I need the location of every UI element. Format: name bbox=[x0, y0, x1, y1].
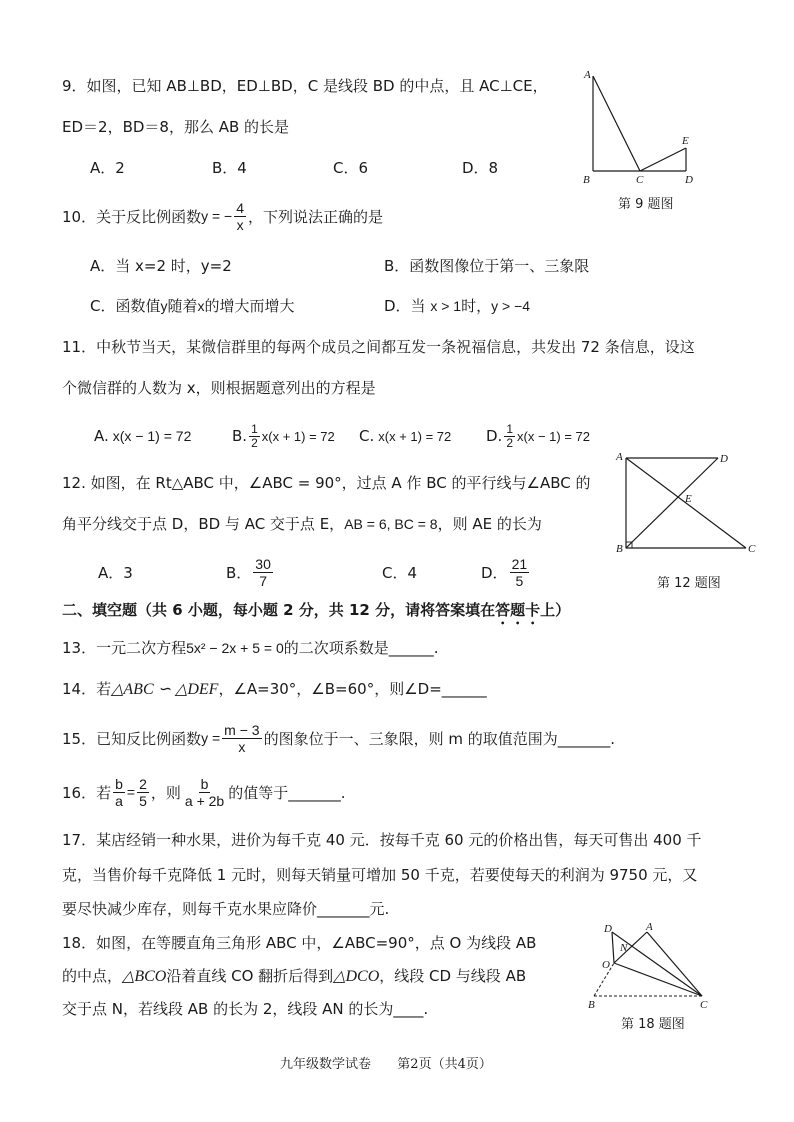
q12-line2-pre: 角平分线交于点 D，BD 与 AC 交于点 E， bbox=[62, 515, 345, 533]
q18-line1: 18．如图，在等腰直角三角形 ABC 中，∠ABC=90°，点 O 为线段 AB bbox=[62, 934, 537, 952]
q12-option-d bbox=[481, 550, 531, 594]
q11-option-a bbox=[94, 418, 191, 454]
q10-prefix: 10．关于反比例函数 bbox=[62, 207, 202, 226]
q11-option-d-label: D. bbox=[486, 427, 503, 445]
q18-label-a: A bbox=[646, 921, 653, 933]
q18-line3: 交于点 N，若线段 AB 的长为 2，线段 AN 的长为____. bbox=[62, 1000, 429, 1018]
q16-eq: = bbox=[126, 784, 136, 800]
q11-option-a-eq: x(x − 1) = 72 bbox=[112, 428, 192, 444]
footer bbox=[280, 1053, 492, 1072]
q17-line3: 要尽快减少库存，则每千克水果应降价_______元. bbox=[62, 900, 390, 918]
q12-option-d-frac bbox=[510, 556, 530, 589]
q12-option-b-num: 30 bbox=[255, 555, 271, 572]
q9-option-a: A．2 bbox=[90, 159, 125, 177]
q10-option-d bbox=[384, 296, 530, 316]
footer-title: 九年级数学试卷 bbox=[280, 1057, 372, 1072]
q9-option-c: C．6 bbox=[333, 159, 369, 177]
q14 bbox=[62, 679, 487, 700]
q9-line1: 9．如图，已知 AB⊥BD，ED⊥BD，C 是线段 BD 的中点，且 AC⊥CE， bbox=[62, 77, 548, 95]
q11-option-b-den: 2 bbox=[251, 435, 258, 450]
q12-label-c: C bbox=[748, 543, 756, 555]
q11-option-d-den: 2 bbox=[506, 435, 514, 450]
q16-frac1 bbox=[113, 776, 125, 809]
q16-pre: 16．若 bbox=[62, 783, 112, 802]
q11-option-a-label: A. bbox=[94, 427, 109, 445]
q12-option-b-den: 7 bbox=[259, 572, 267, 589]
q18-caption: 第 18 题图 bbox=[621, 1017, 685, 1032]
q18-label-c: C bbox=[700, 999, 708, 1011]
q15-num: m − 3 bbox=[224, 721, 260, 738]
q12-line2-math: AB = 6, BC = 8 bbox=[344, 516, 438, 532]
q16-frac3 bbox=[183, 776, 226, 809]
q9-caption: 第 9 题图 bbox=[618, 197, 674, 212]
q12-option-c: C．4 bbox=[382, 564, 418, 582]
q11-option-b bbox=[232, 418, 335, 454]
q15-lhs: y = bbox=[201, 730, 221, 746]
q11-option-b-label: B. bbox=[232, 427, 248, 445]
q10-func-lhs: y = − bbox=[201, 208, 233, 224]
q12-option-d-num: 21 bbox=[511, 555, 528, 572]
q11-line1: 11．中秋节当天，某微信群里的每两个成员之间都互发一条祝福信息，共发出 72 条信息，设这 bbox=[62, 338, 695, 356]
q12-label-b: B bbox=[616, 543, 623, 555]
q16-frac1-den: a bbox=[115, 792, 123, 809]
q10-option-d-res: y > −4 bbox=[491, 298, 531, 314]
q10-option-d-mid: 时， bbox=[461, 297, 492, 315]
q12-label-d: D bbox=[720, 453, 728, 465]
q12-option-a: A．3 bbox=[98, 564, 133, 582]
q12-figure bbox=[612, 446, 762, 562]
q11-option-c bbox=[359, 418, 451, 454]
q12-line2 bbox=[62, 514, 542, 534]
q15-den: x bbox=[238, 738, 246, 755]
q11-line2: 个微信群的人数为 x，则根据题意列出的方程是 bbox=[62, 379, 376, 397]
q13-pre: 13．一元二次方程 bbox=[62, 639, 187, 657]
q16-frac2-num: 2 bbox=[139, 775, 147, 792]
q11-option-c-label: C. bbox=[359, 427, 375, 445]
section2-heading bbox=[62, 600, 570, 628]
q11-option-d bbox=[486, 418, 590, 454]
q10-suffix: ，下列说法正确的是 bbox=[248, 207, 384, 226]
q16-frac2-den: 5 bbox=[139, 792, 147, 809]
q10-func-frac bbox=[234, 200, 246, 233]
q9-label-d: D bbox=[685, 174, 693, 186]
section2-emphasis: 答题卡 bbox=[495, 601, 541, 619]
q18-line2-post: ，线段 CD 与线段 AB bbox=[379, 967, 527, 985]
q9-label-a: A bbox=[584, 69, 591, 81]
q10-option-c-y: y bbox=[160, 298, 168, 314]
q9-figure bbox=[578, 66, 698, 190]
q16-frac1-num: b bbox=[115, 775, 123, 792]
q14-sim: △ABC ∽ △DEF bbox=[111, 681, 219, 698]
q18-label-d: D bbox=[604, 923, 612, 935]
q14-pre: 14．若 bbox=[62, 680, 112, 698]
q17-line1: 17．某店经销一种水果，进价为每千克 40 元．按每千克 60 元的价格出售，每天可售出 400 千 bbox=[62, 831, 702, 849]
section2-pre: 二、填空题（共 6 小题，每小题 2 分，共 12 分，请将答案填在 bbox=[62, 601, 496, 619]
q10-func-den: x bbox=[236, 216, 244, 233]
q18-figure bbox=[584, 920, 714, 1012]
q15-pre: 15．已知反比例函数 bbox=[62, 729, 202, 748]
q18-line2-triangle-dco: △DCO bbox=[333, 968, 380, 985]
q12-option-d-label: D． bbox=[481, 563, 508, 582]
q15-post: 的图象位于一、三象限，则 m 的取值范围为_______. bbox=[263, 729, 615, 748]
section2-post: 上） bbox=[540, 601, 571, 619]
q18-line2-pre: 的中点， bbox=[62, 967, 123, 985]
q14-post: ，∠A=30°，∠B=60°，则∠D=______ bbox=[218, 680, 487, 698]
q16-post: 的值等于_______. bbox=[228, 783, 346, 802]
q11-option-d-num: 1 bbox=[506, 421, 514, 436]
q13-eq: 5x² − 2x + 5 = 0 bbox=[186, 640, 284, 656]
q11-option-d-eq: x(x − 1) = 72 bbox=[517, 428, 590, 444]
q10-option-c-post: 的增大而增大 bbox=[204, 297, 295, 315]
q18-line2-triangle-bco: △BCO bbox=[122, 968, 167, 985]
q11-option-c-eq: x(x + 1) = 72 bbox=[378, 428, 452, 444]
q10-option-c-x: x bbox=[197, 298, 205, 314]
q11-option-b-num: 1 bbox=[251, 421, 258, 436]
q12-option-b-label: B． bbox=[226, 563, 252, 582]
q12-label-a: A bbox=[616, 451, 623, 463]
q12-option-d-den: 5 bbox=[515, 572, 524, 589]
q13 bbox=[62, 638, 439, 658]
q18-label-n: N bbox=[620, 942, 628, 954]
q9-option-d: D．8 bbox=[462, 159, 499, 177]
q16-frac2 bbox=[137, 776, 149, 809]
q12-line1: 12. 如图，在 Rt△ABC 中，∠ABC = 90°，过点 A 作 BC 的平行线与∠ABC 的 bbox=[62, 474, 591, 492]
q9-label-e: E bbox=[682, 135, 689, 147]
q9-label-c: C bbox=[636, 174, 644, 186]
q11-option-b-frac bbox=[249, 423, 260, 450]
q15 bbox=[62, 718, 615, 758]
q12-option-b bbox=[226, 550, 275, 594]
q11-option-d-frac bbox=[504, 423, 515, 450]
q13-post: 的二次项系数是______. bbox=[283, 639, 439, 657]
q10-option-b: B．函数图像位于第一、三象限 bbox=[384, 257, 590, 275]
q10-option-c-pre: C．函数值 bbox=[90, 297, 161, 315]
q17-line2: 克，当售价每千克降低 1 元时，则每天销量可增加 50 千克，若要使每天的利润为 9750 元，又 bbox=[62, 866, 698, 884]
q10-func-num: 4 bbox=[236, 199, 245, 216]
q9-option-b: B．4 bbox=[212, 159, 247, 177]
q10-option-c bbox=[90, 296, 295, 316]
q16-frac3-num: b bbox=[200, 775, 209, 792]
q15-frac bbox=[222, 722, 261, 755]
q12-caption: 第 12 题图 bbox=[657, 576, 721, 591]
q10-option-d-cond: x > 1 bbox=[430, 298, 462, 314]
q18-line2-mid: 沿着直线 CO 翻折后得到 bbox=[166, 967, 334, 985]
q18-label-o: O bbox=[602, 959, 610, 971]
q9-label-b: B bbox=[583, 174, 590, 186]
q16-frac3-den: a + 2b bbox=[184, 792, 225, 809]
q10-option-a: A．当 x=2 时，y=2 bbox=[90, 257, 232, 275]
q12-line2-post: ，则 AE 的长为 bbox=[437, 515, 542, 533]
q16 bbox=[62, 772, 346, 812]
footer-page-number: 第2页（共4页） bbox=[397, 1057, 492, 1072]
q12-label-e: E bbox=[685, 493, 692, 505]
q18-label-b: B bbox=[588, 999, 595, 1011]
q10-stem bbox=[62, 196, 383, 236]
q10-option-c-mid: 随着 bbox=[167, 297, 198, 315]
q12-option-b-frac bbox=[253, 556, 273, 589]
q11-option-b-eq: x(x + 1) = 72 bbox=[261, 428, 335, 444]
q10-option-d-pre: D．当 bbox=[384, 297, 426, 315]
q18-line2 bbox=[62, 966, 526, 987]
q9-line2: ED＝2，BD＝8，那么 AB 的长是 bbox=[62, 118, 290, 136]
q16-mid: ，则 bbox=[150, 783, 181, 802]
